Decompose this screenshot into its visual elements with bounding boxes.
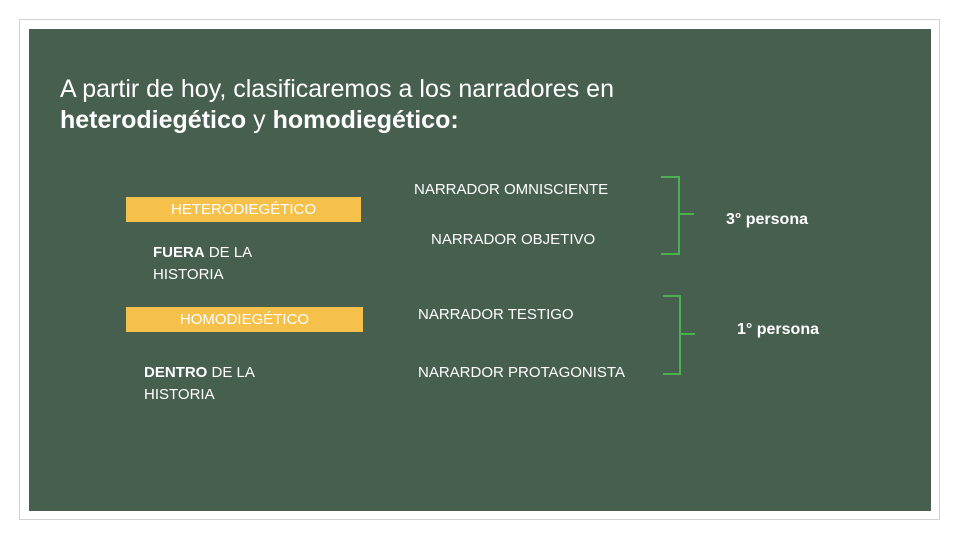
title-term-heterodiegetico: heterodiegético — [60, 106, 247, 134]
dentro-line2: HISTORIA — [144, 386, 215, 403]
fuera-line2: HISTORIA — [153, 266, 224, 283]
narrador-objetivo-label: NARRADOR OBJETIVO — [431, 231, 596, 248]
dentro-rest: DE LA — [207, 364, 255, 381]
fuera-rest: DE LA — [204, 244, 253, 261]
dentro-bold: DENTRO — [144, 364, 208, 381]
bracket-third-person — [661, 177, 694, 254]
heterodiegetico-bar: HETERODIEGÉTICO — [126, 197, 361, 222]
narrador-omnisciente-label: NARRADOR OMNISCIENTE — [414, 181, 609, 198]
fuera-bold: FUERA — [153, 244, 205, 261]
narrador-testigo-label: NARRADOR TESTIGO — [418, 306, 574, 323]
title-term-homodiegetico: homodiegético: — [272, 106, 459, 134]
bracket-first-person — [663, 296, 695, 374]
narrador-protagonista-label: NARARDOR PROTAGONISTA — [418, 364, 625, 381]
third-person-label: 3° persona — [726, 211, 808, 228]
homodiegetico-bar: HOMODIEGÉTICO — [126, 307, 363, 332]
title-connector: y — [246, 106, 273, 134]
title-line1: A partir de hoy, clasificaremos a los narradores en — [60, 75, 614, 103]
first-person-label: 1° persona — [737, 321, 819, 338]
